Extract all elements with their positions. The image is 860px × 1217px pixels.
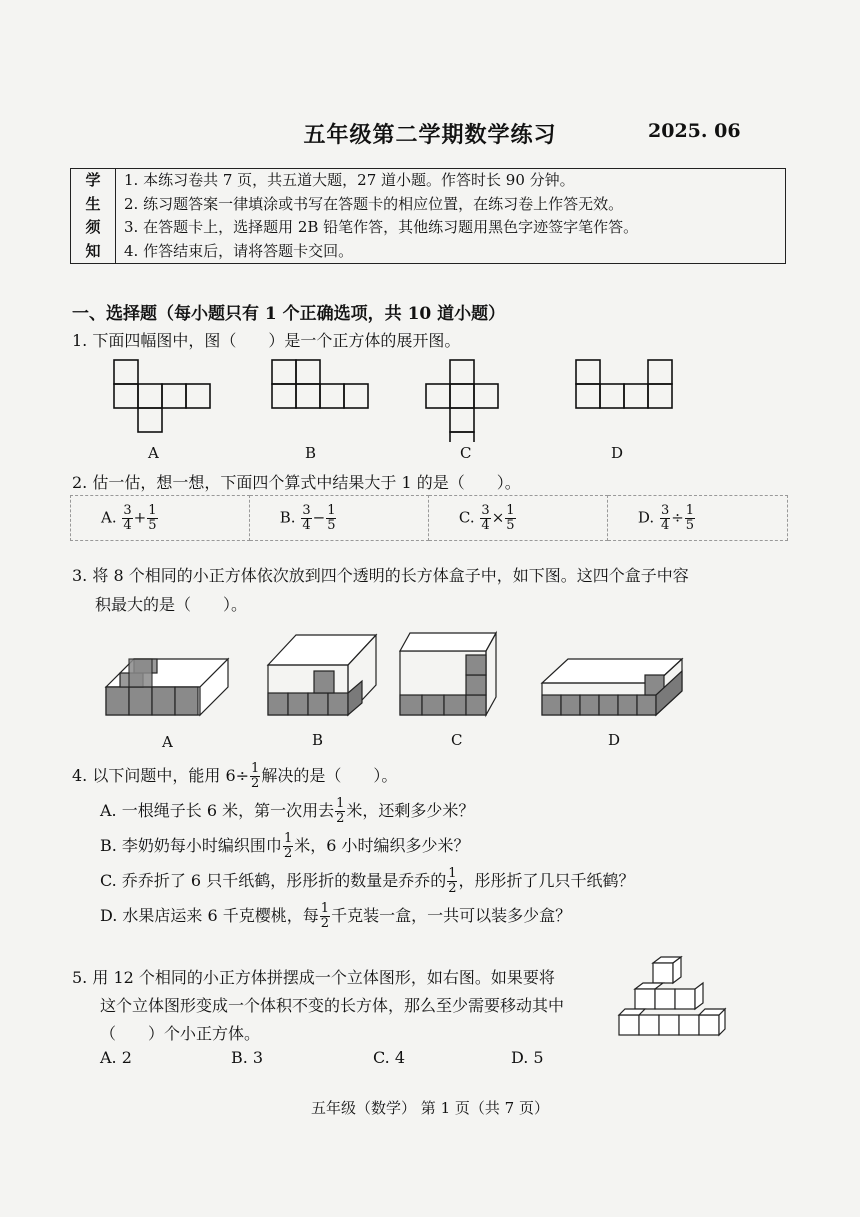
notice-line: 4. 作答结束后，请将答题卡交回。 — [124, 241, 354, 260]
question-5-line1: 5. 用 12 个相同的小正方体拼摆成一个立体图形，如右图。如果要将 — [72, 968, 555, 987]
net-c-square — [450, 432, 474, 442]
section-title: 一、选择题（每小题只有 1 个正确选项，共 10 道小题） — [72, 304, 506, 324]
q5-option-c: C. 4 — [373, 1048, 406, 1067]
box-label-d: D — [608, 731, 621, 749]
net-b-square — [296, 384, 320, 408]
question-5-line3: （ ）个小正方体。 — [100, 1024, 261, 1043]
page-title: 五年级第二学期数学练习 — [303, 122, 557, 148]
question-5-line2: 这个立体图形变成一个体积不变的长方体，那么至少需要移动其中 — [100, 996, 565, 1015]
box-a — [106, 659, 228, 715]
net-c-square — [450, 384, 474, 408]
net-b-square — [320, 384, 344, 408]
question-3-line2: 积最大的是（ ）。 — [95, 595, 248, 614]
net-a-square — [162, 384, 186, 408]
box-b — [268, 635, 376, 715]
option-b: B. $\frac{3}{4}$ − $\frac{1}{5}$ — [249, 496, 428, 541]
net-d-square — [600, 384, 624, 408]
box-d — [542, 659, 682, 715]
question-1: 1. 下面四幅图中，图（ ）是一个正方体的展开图。 — [72, 331, 461, 350]
question-3-line1: 3. 将 8 个相同的小正方体依次放到四个透明的长方体盒子中，如下图。这四个盒子中容 — [72, 566, 689, 585]
net-d-square — [648, 360, 672, 384]
net-b-square — [272, 360, 296, 384]
notice-line: 3. 在答题卡上，选择题用 2B 铅笔作答，其他练习题用黑色字迹签字笔作答。 — [124, 218, 639, 236]
net-a-square — [138, 408, 162, 432]
net-b-square — [272, 384, 296, 408]
box-label-c: C — [451, 731, 463, 749]
cube-stack-figure — [615, 955, 730, 1050]
notice-content — [116, 169, 786, 264]
q4-option-b: B. 李奶奶每小时编织围巾 $\frac{1}{2}$ 米，6 小时编织多少米？ — [100, 831, 470, 861]
figure-label-c: C — [460, 444, 472, 462]
q5-option-d: D. 5 — [511, 1048, 544, 1067]
figure-label-b: B — [305, 444, 317, 462]
cube-boxes — [100, 625, 700, 725]
option-d: D. $\frac{3}{4}$ ÷ $\frac{1}{5}$ — [607, 496, 787, 541]
notice-heading: 学 生 须 知 — [71, 169, 116, 264]
net-a-square — [114, 384, 138, 408]
question-2: 2. 估一估，想一想，下面四个算式中结果大于 1 的是（ ）。 — [72, 473, 521, 492]
cube-nets — [100, 350, 800, 442]
net-d-square — [648, 384, 672, 408]
net-a-square — [138, 384, 162, 408]
net-d-square — [576, 384, 600, 408]
option-c: C. $\frac{3}{4}$ × $\frac{1}{5}$ — [428, 496, 607, 541]
notice-box — [70, 168, 786, 264]
net-b-square — [296, 360, 320, 384]
box-label-a: A — [162, 733, 173, 751]
exam-date: 2025. 06 — [648, 120, 741, 142]
option-a: A. $\frac{3}{4}$ + $\frac{1}{5}$ — [71, 496, 250, 541]
net-c-square — [426, 384, 450, 408]
net-d-square — [624, 384, 648, 408]
figure-label-a: A — [148, 444, 159, 462]
net-c-square — [450, 360, 474, 384]
net-c-square — [450, 408, 474, 432]
net-c-square — [474, 384, 498, 408]
question-4: 4. 以下问题中，能用 6÷ $\frac{1}{2}$ 解决的是（ ）。 — [72, 761, 398, 791]
net-d-square — [576, 360, 600, 384]
box-label-b: B — [312, 731, 324, 749]
net-a-square — [186, 384, 210, 408]
net-a-square — [114, 360, 138, 384]
q4-option-d: D. 水果店运来 6 千克樱桃，每 $\frac{1}{2}$ 千克装一盒，一共可以装多少盒？ — [100, 901, 572, 931]
page-footer: 五年级（数学） 第 1 页（共 7 页） — [311, 1099, 549, 1117]
q4-option-a: A. 一根绳子长 6 米，第一次用去 $\frac{1}{2}$ 米，还剩多少米？ — [100, 796, 475, 826]
notice-line: 1. 本练习卷共 7 页，共五道大题，27 道小题。作答时长 90 分钟。 — [124, 171, 575, 189]
q4-option-c: C. 乔乔折了 6 只千纸鹤，彤彤折的数量是乔乔的 $\frac{1}{2}$ ，彤彤折了几只千纸鹤？ — [100, 866, 635, 896]
q2-options — [70, 495, 788, 541]
q5-option-a: A. 2 — [100, 1048, 132, 1067]
net-b-square — [344, 384, 368, 408]
notice-line: 2. 练习题答案一律填涂或书写在答题卡的相应位置，在练习卷上作答无效。 — [124, 194, 624, 213]
q5-option-b: B. 3 — [231, 1048, 264, 1067]
box-c — [400, 633, 496, 715]
figure-label-d: D — [611, 444, 624, 462]
